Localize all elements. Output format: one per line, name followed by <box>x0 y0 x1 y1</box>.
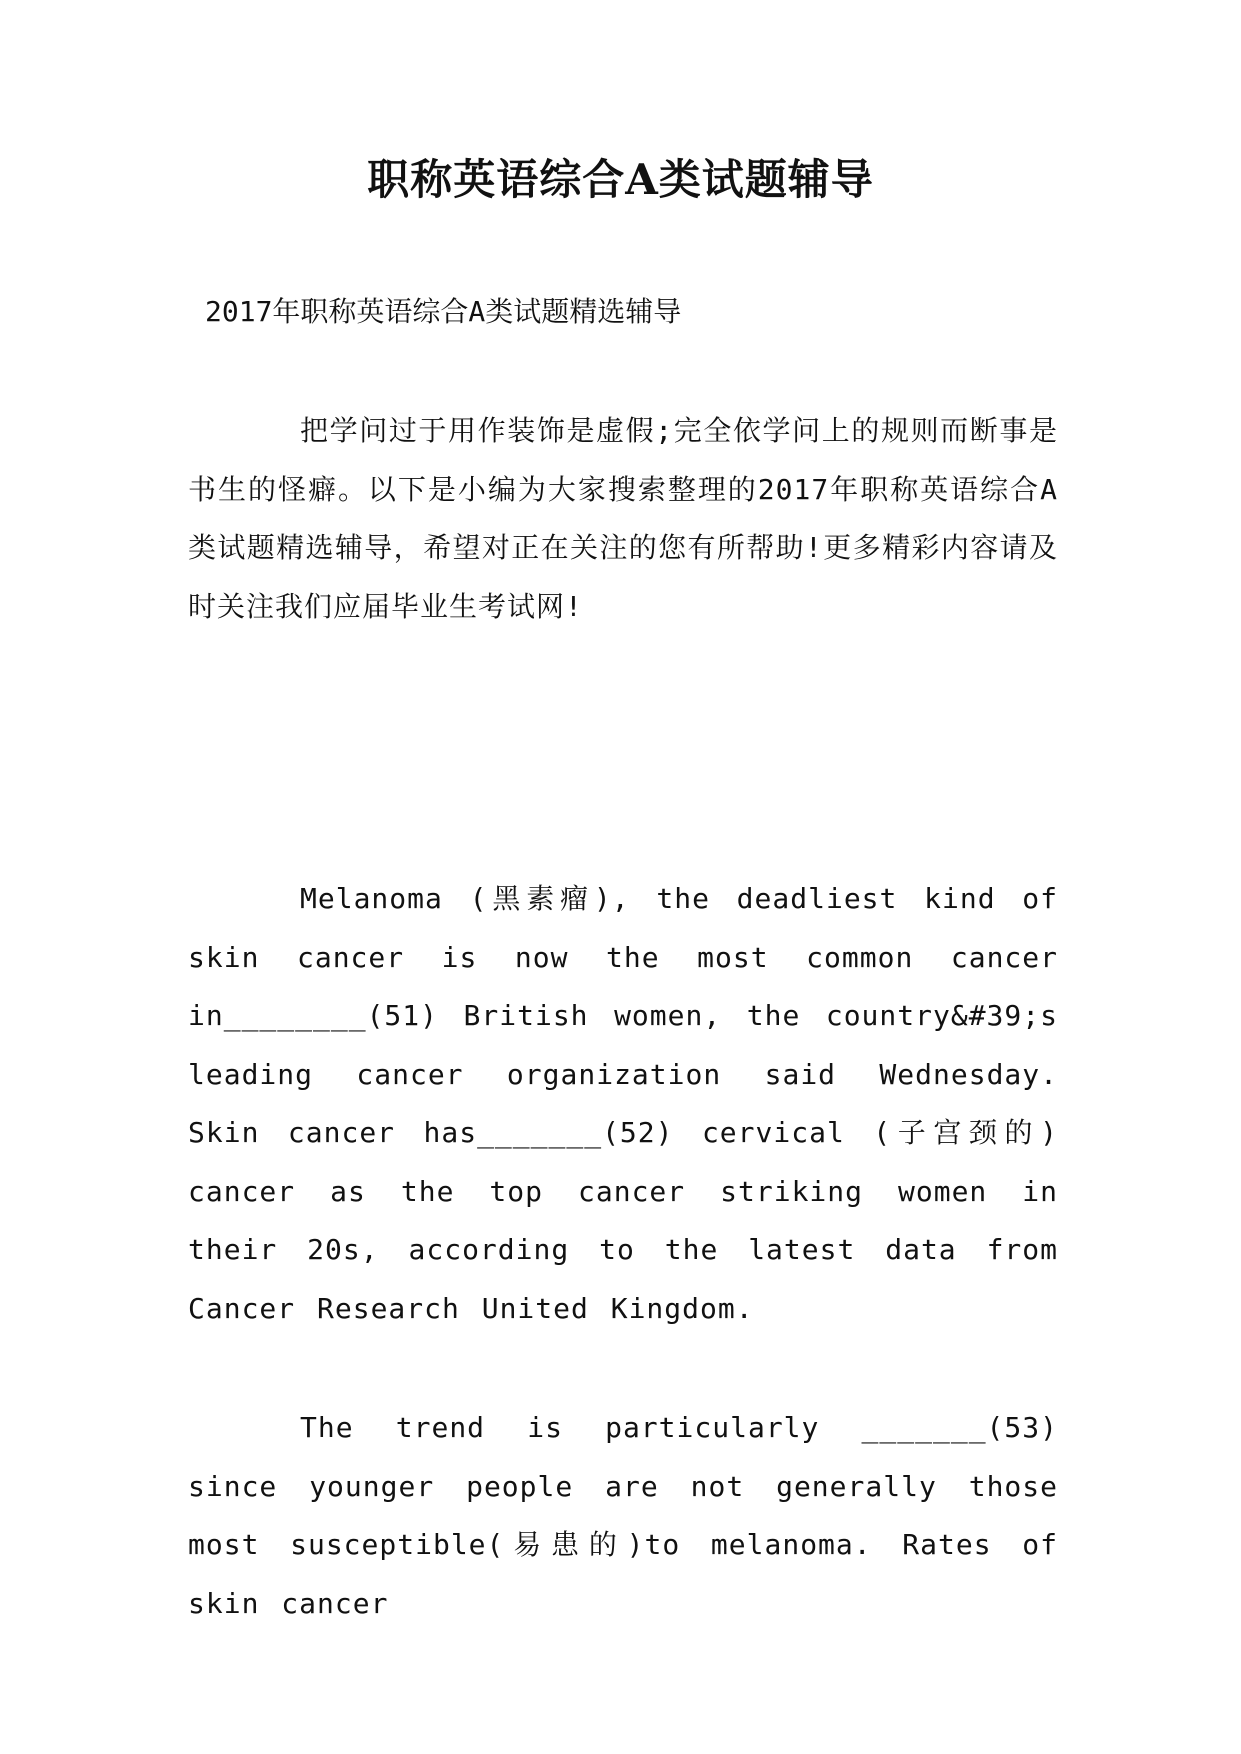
trend-paragraph: The trend is particularly _______(53) since younger people are not generally those most susceptible(易患的)to melanoma. Rates of skin cancer <box>188 1411 1058 1620</box>
document-subtitle: 2017年职称英语综合A类试题精选辅导 <box>205 295 682 328</box>
melanoma-paragraph: Melanoma (黑素瘤), the deadliest kind of skin cancer is now the most common cancer in________(51) British women, the country&#39;s leading cancer organization said Wednesday. Skin cancer has_______(52) cervical (子宫颈的) cancer as the top cancer striking women in their 20s, according to the latest data from Cancer Research United Kingdom. <box>188 882 1058 1325</box>
intro-paragraph: 把学问过于用作装饰是虚假;完全依学问上的规则而断事是书生的怪癖。以下是小编为大家搜索整理的2017年职称英语综合A类试题精选辅导，希望对正在关注的您有所帮助!更多精彩内容请及时关注我们应届毕业生考试网! <box>188 414 1058 623</box>
document-title: 职称英语综合A类试题辅导 <box>367 155 874 204</box>
